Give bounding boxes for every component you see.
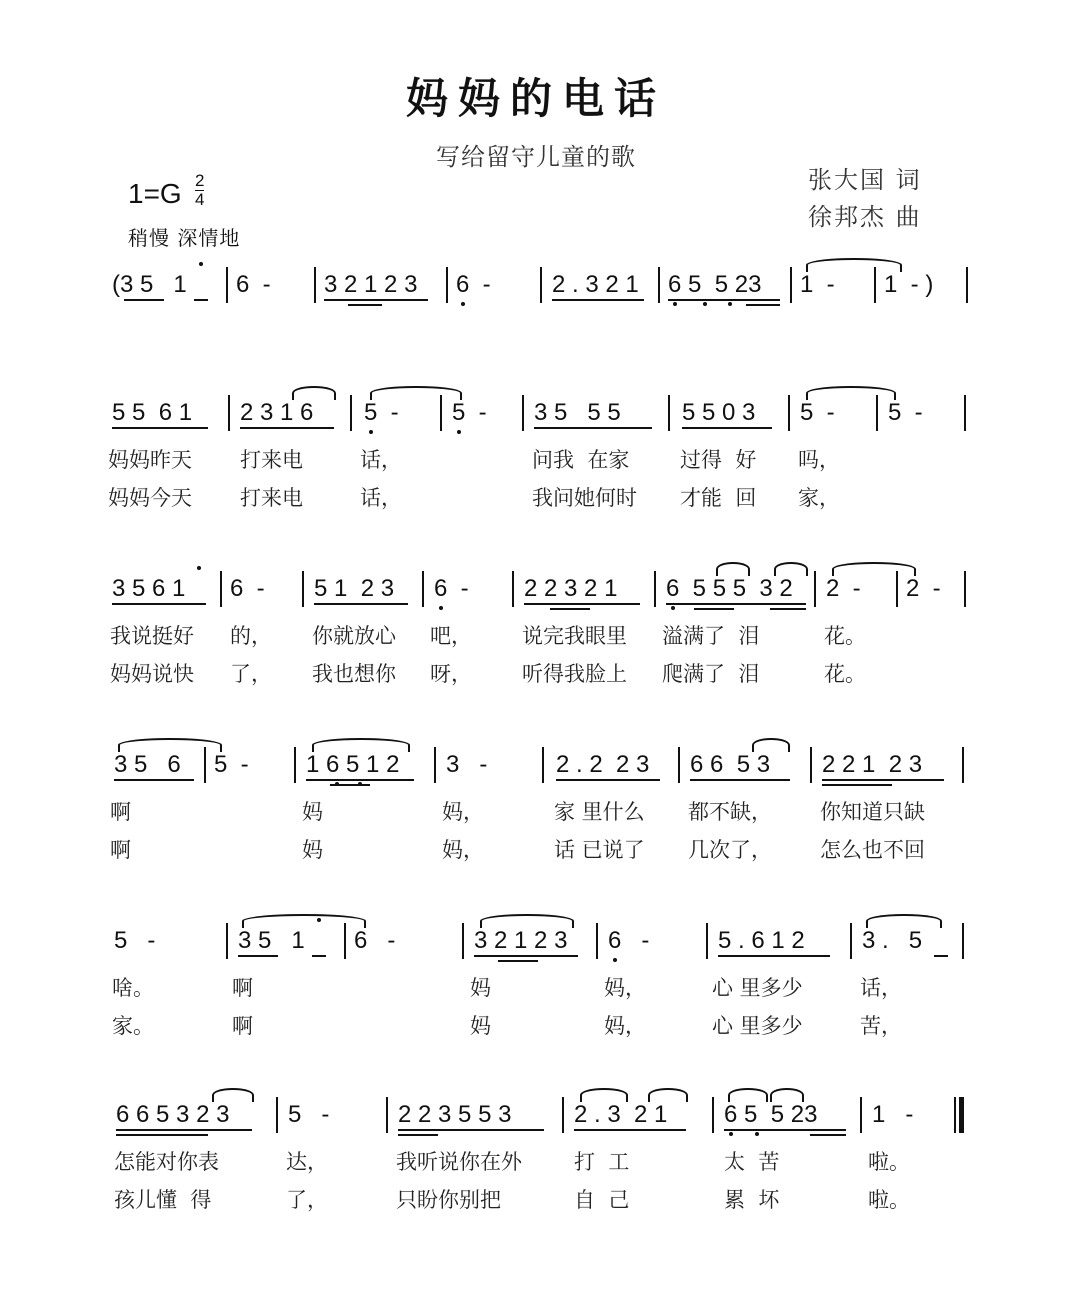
measure: 5 5 6 1	[112, 399, 193, 426]
lyric: 妈妈今天	[108, 486, 192, 510]
measure: 3 2 1 2 3	[474, 927, 568, 954]
barline	[522, 395, 524, 431]
lyric: 说完我眼里	[522, 624, 627, 648]
lyric: 自 己	[574, 1188, 630, 1212]
lyric: 我听说你在外	[396, 1150, 522, 1174]
measure: 2 2 3 2 1	[524, 575, 618, 602]
barline	[440, 395, 442, 431]
measure: 5 -	[114, 927, 156, 954]
slur-arc	[648, 1088, 688, 1102]
underline	[112, 603, 206, 605]
underline	[718, 955, 830, 957]
lyric: 啦。	[868, 1188, 910, 1212]
underline	[306, 779, 414, 781]
slur-arc	[242, 914, 366, 928]
lyrics-verse-1	[108, 446, 1008, 478]
barline	[226, 923, 228, 959]
slur-arc	[292, 386, 336, 400]
measure: 2 -	[906, 575, 941, 602]
underline	[116, 1129, 252, 1131]
measure: 5 -	[214, 751, 249, 778]
lyric: 我问她何时	[532, 486, 637, 510]
underline	[116, 1134, 208, 1136]
octave-dot	[199, 262, 203, 266]
song-subtitle: 写给留守儿童的歌	[436, 143, 636, 171]
lyric: 苦，	[860, 1014, 902, 1038]
lyric: 啊	[232, 976, 253, 1000]
barline	[706, 923, 708, 959]
octave-dot	[369, 430, 373, 434]
lyric: 太 苦	[724, 1150, 780, 1174]
slur-arc	[770, 1088, 804, 1102]
lyric: 花。	[824, 662, 866, 686]
lyric: 的，	[230, 624, 272, 648]
measure: 6 5 5 23	[668, 271, 762, 298]
notation-row-4	[0, 750, 1072, 790]
lyric: 啦。	[868, 1150, 910, 1174]
barline	[654, 571, 656, 607]
slur-arc	[212, 1088, 254, 1102]
lyric: 了，	[230, 662, 272, 686]
underline	[112, 427, 208, 429]
measure: 5 -	[888, 399, 923, 426]
barline	[226, 267, 228, 303]
lyric: 吧，	[430, 624, 472, 648]
lyrics-verse-1	[108, 798, 1008, 830]
barline	[350, 395, 352, 431]
underline	[114, 779, 194, 781]
barline	[966, 267, 968, 303]
time-top: 2	[195, 171, 205, 190]
measure: 6 5 5 23	[724, 1101, 818, 1128]
lyric: 我也想你	[312, 662, 396, 686]
lyric: 妈妈昨天	[108, 448, 192, 472]
underline	[666, 603, 806, 605]
barline	[850, 923, 852, 959]
barline	[790, 267, 792, 303]
barline	[446, 267, 448, 303]
measure: 6 -	[230, 575, 265, 602]
barline	[788, 395, 790, 431]
barline	[462, 923, 464, 959]
barline	[562, 1097, 564, 1133]
slur-arc	[728, 1088, 768, 1102]
lyric: 怎能对你表	[114, 1150, 219, 1174]
octave-dot	[461, 302, 465, 306]
octave-dot	[335, 782, 339, 786]
barline	[314, 267, 316, 303]
slur-arc	[580, 1088, 628, 1102]
measure: 5 -	[364, 399, 399, 426]
slur-arc	[312, 738, 410, 752]
barline	[814, 571, 816, 607]
underline	[348, 304, 382, 306]
lyric: 过得 好	[680, 448, 757, 472]
measure: 5 . 6 1 2	[718, 927, 805, 954]
lyric: 只盼你别把	[396, 1188, 501, 1212]
lyric: 啊	[232, 1014, 253, 1038]
underline	[690, 779, 790, 781]
lyric: 啥。	[112, 976, 154, 1000]
notation-row-3	[0, 574, 1072, 614]
barline	[512, 571, 514, 607]
lyrics-verse-2	[108, 1012, 1008, 1044]
underline	[552, 299, 644, 301]
lyric: 妈妈说快	[110, 662, 194, 686]
lyric: 都不缺，	[688, 800, 772, 824]
measure: 6 6 5 3	[690, 751, 771, 778]
lyric: 妈	[470, 976, 491, 1000]
measure: (3 5 1	[112, 271, 187, 298]
song-title: 妈妈的电话	[405, 74, 666, 123]
lyric: 花。	[824, 624, 866, 648]
measure: 2 2 3 5 5 3	[398, 1101, 512, 1128]
notation-row-2	[0, 398, 1072, 438]
measure: 6 6 5 3 2 3	[116, 1101, 230, 1128]
lyric: 吗，	[798, 448, 840, 472]
measure: 6 -	[608, 927, 650, 954]
lyrics-verse-2	[108, 836, 1008, 868]
octave-dot	[755, 1132, 759, 1136]
lyric: 累 坏	[724, 1188, 780, 1212]
barline	[810, 747, 812, 783]
slur-arc	[752, 738, 790, 752]
measure: 1 -	[800, 271, 835, 298]
lyric: 妈	[470, 1014, 491, 1038]
barline	[596, 923, 598, 959]
barline	[422, 571, 424, 607]
lyric: 问我 在家	[532, 448, 630, 472]
underline	[474, 955, 578, 957]
lyric: 达，	[286, 1150, 328, 1174]
measure: 5 -	[288, 1101, 330, 1128]
underline	[822, 779, 944, 781]
barline	[874, 267, 876, 303]
final-barline-thick	[959, 1097, 964, 1133]
octave-dot	[703, 302, 707, 306]
barline	[302, 571, 304, 607]
measure: 5 5 0 3	[682, 399, 756, 426]
measure: 3 . 5	[862, 927, 923, 954]
barline	[276, 1097, 278, 1133]
underline	[770, 608, 806, 610]
time-signature	[195, 172, 204, 209]
lyrics-verse-2	[108, 660, 1008, 692]
lyric: 妈，	[442, 800, 484, 824]
octave-dot	[439, 606, 443, 610]
lyrics-verse-1	[108, 622, 1008, 654]
lyrics-verse-2	[108, 1186, 1008, 1218]
lyric: 妈，	[442, 838, 484, 862]
underline	[534, 427, 652, 429]
measure: 3 2 1 2 3	[324, 271, 418, 298]
lyric: 听得我脸上	[522, 662, 627, 686]
octave-dot	[673, 302, 677, 306]
barline	[860, 1097, 862, 1133]
octave-dot	[197, 566, 201, 570]
barline	[678, 747, 680, 783]
underline	[694, 608, 734, 610]
underline	[194, 299, 208, 301]
lyric: 啊	[110, 838, 131, 862]
lyric: 了，	[286, 1188, 328, 1212]
measure: 2 2 1 2 3	[822, 751, 923, 778]
final-barline-thin	[954, 1097, 956, 1133]
slur-arc	[716, 562, 750, 576]
octave-dot	[728, 302, 732, 306]
octave-dot	[358, 782, 362, 786]
measure: 6 -	[456, 271, 491, 298]
slur-arc	[480, 914, 574, 928]
lyrics-verse-2	[108, 484, 1008, 516]
measure: 1 6 5 1 2	[306, 751, 400, 778]
octave-dot	[613, 958, 617, 962]
barline	[712, 1097, 714, 1133]
lyric: 打来电	[240, 448, 303, 472]
tie-arc	[370, 386, 462, 400]
underline	[556, 779, 660, 781]
underline	[398, 1134, 438, 1136]
underline	[238, 955, 278, 957]
measure: 6 -	[354, 927, 396, 954]
notation-row-1	[0, 270, 1072, 310]
lyrics-verse-1	[108, 974, 1008, 1006]
lyric: 爬满了 泪	[662, 662, 760, 686]
tie-arc	[806, 258, 902, 272]
barline	[658, 267, 660, 303]
lyric: 话 已说了	[554, 838, 645, 862]
underline	[746, 304, 780, 306]
lyric: 话，	[860, 976, 902, 1000]
barline	[344, 923, 346, 959]
lyric: 呀，	[430, 662, 472, 686]
octave-dot	[671, 606, 675, 610]
measure: 3 5 6 1	[112, 575, 186, 602]
barline	[962, 923, 964, 959]
underline	[550, 608, 590, 610]
time-bottom: 4	[195, 190, 205, 209]
measure: 5 -	[452, 399, 487, 426]
measure: 6 -	[236, 271, 271, 298]
lyricist-credit: 张大国 词	[808, 166, 922, 194]
measure: 3 5 5 5	[534, 399, 621, 426]
measure: 1 -	[872, 1101, 914, 1128]
measure: 5 -	[800, 399, 835, 426]
barline	[228, 395, 230, 431]
underline	[822, 784, 892, 786]
slur-arc	[118, 738, 222, 752]
underline	[574, 1129, 686, 1131]
measure: 3 5 1	[238, 927, 305, 954]
lyric: 溢满了 泪	[662, 624, 760, 648]
underline	[498, 960, 538, 962]
barline	[294, 747, 296, 783]
composer-credit: 徐邦杰 曲	[808, 203, 922, 231]
underline	[682, 427, 772, 429]
lyric: 家。	[112, 1014, 154, 1038]
barline	[220, 571, 222, 607]
notation-row-6	[0, 1100, 1072, 1140]
tempo-marking: 稍慢 深情地	[128, 226, 241, 250]
notation-row-5	[0, 926, 1072, 966]
lyric: 话，	[360, 486, 402, 510]
underline	[524, 603, 640, 605]
lyric: 孩儿懂 得	[114, 1188, 212, 1212]
lyric: 几次了，	[688, 838, 772, 862]
barline	[964, 571, 966, 607]
lyric: 家，	[798, 486, 840, 510]
key-signature: 1=G	[128, 178, 182, 209]
underline	[810, 1134, 846, 1136]
measure: 2 3 1 6	[240, 399, 314, 426]
barline	[896, 571, 898, 607]
lyric: 你就放心	[312, 624, 396, 648]
barline	[542, 747, 544, 783]
measure: 2 -	[826, 575, 861, 602]
measure: 6 -	[434, 575, 469, 602]
lyric: 家 里什么	[554, 800, 645, 824]
lyric: 才能 回	[680, 486, 757, 510]
barline	[204, 747, 206, 783]
underline	[240, 427, 334, 429]
lyric: 打来电	[240, 486, 303, 510]
barline	[668, 395, 670, 431]
measure: 1 - )	[884, 271, 934, 298]
lyric: 心 里多少	[712, 976, 803, 1000]
tie-arc	[832, 562, 916, 576]
underline	[934, 955, 948, 957]
lyric: 妈，	[604, 1014, 646, 1038]
underline	[312, 955, 326, 957]
underline	[398, 1129, 544, 1131]
lyric: 啊	[110, 800, 131, 824]
lyric: 打 工	[574, 1150, 630, 1174]
tie-arc	[806, 386, 896, 400]
underline	[124, 299, 164, 301]
barline	[876, 395, 878, 431]
underline	[724, 1129, 846, 1131]
measure: 2 . 2 2 3	[556, 751, 650, 778]
lyric: 话，	[360, 448, 402, 472]
octave-dot	[729, 1132, 733, 1136]
barline	[386, 1097, 388, 1133]
measure: 2 . 3 2 1	[574, 1101, 668, 1128]
barline	[962, 747, 964, 783]
lyric: 我说挺好	[110, 624, 194, 648]
underline	[314, 603, 408, 605]
measure: 2 . 3 2 1	[552, 271, 639, 298]
lyric: 妈	[302, 800, 323, 824]
measure: 6 5 5 5 3 2	[666, 575, 793, 602]
underline	[324, 299, 428, 301]
slur-arc	[774, 562, 808, 576]
lyric: 心 里多少	[712, 1014, 803, 1038]
measure: 5 1 2 3	[314, 575, 395, 602]
underline	[668, 299, 780, 301]
lyrics-verse-1	[108, 1148, 1008, 1180]
octave-dot	[457, 430, 461, 434]
lyric: 妈	[302, 838, 323, 862]
measure: 3 5 6	[114, 751, 181, 778]
barline	[964, 395, 966, 431]
barline	[434, 747, 436, 783]
barline	[540, 267, 542, 303]
lyric: 你知道只缺	[820, 800, 925, 824]
lyric: 妈，	[604, 976, 646, 1000]
measure: 3 -	[446, 751, 488, 778]
lyric: 怎么也不回	[820, 838, 925, 862]
slur-arc	[866, 914, 942, 928]
